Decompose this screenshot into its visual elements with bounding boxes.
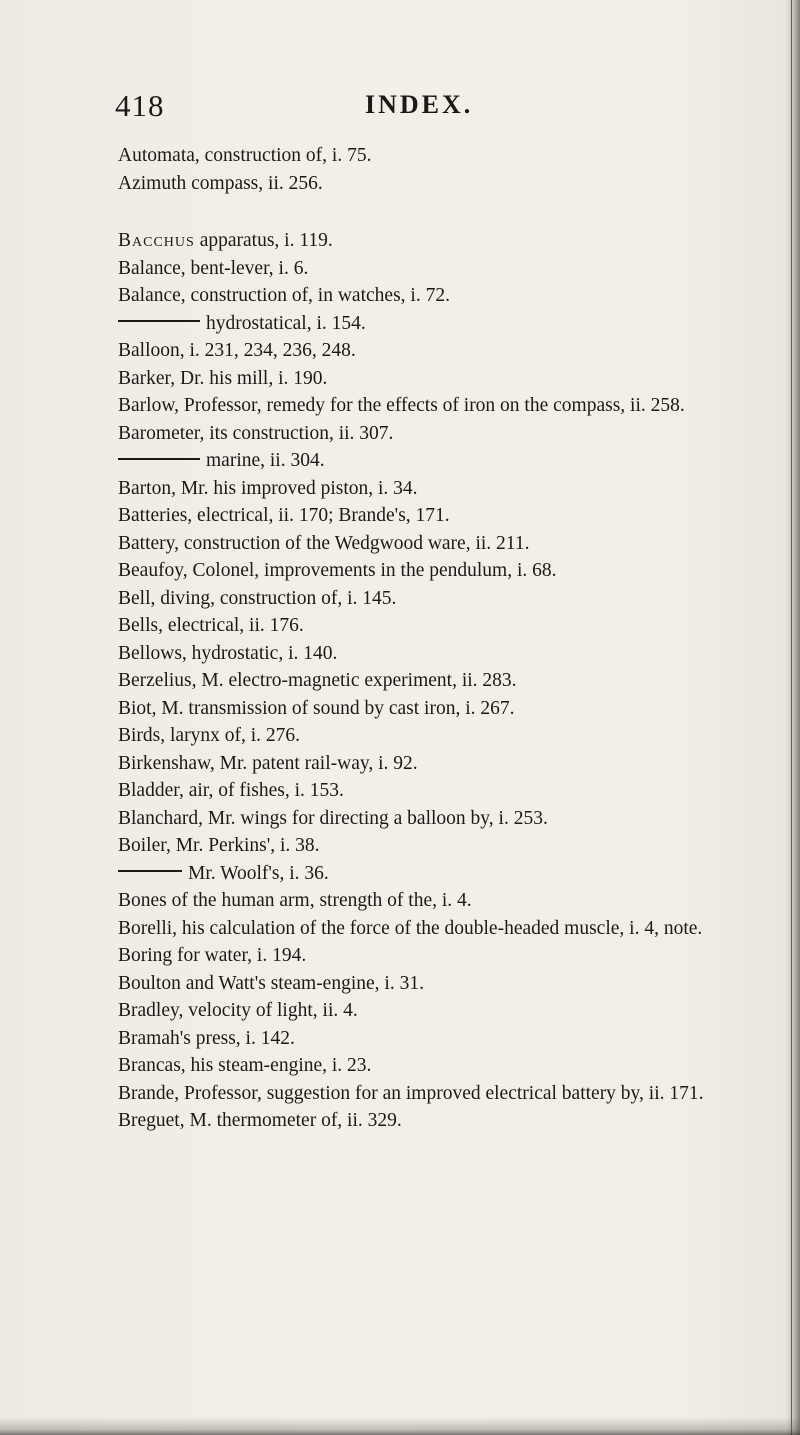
index-entry: Boiler, Mr. Perkins', i. 38. bbox=[118, 835, 320, 856]
index-entry: Blanchard, Mr. wings for directing a balloon by, i. 253. bbox=[118, 807, 548, 829]
index-entry: Biot, M. transmission of sound by cast iron, i. 267. bbox=[118, 697, 515, 719]
index-entry: Bell, diving, construction of, i. 145. bbox=[118, 587, 397, 609]
index-entry-sub: hydrostatical, i. 154. bbox=[118, 310, 758, 338]
index-entry: Brancas, his steam-engine, i. 23. bbox=[118, 1055, 372, 1076]
index-entry: Batteries, electrical, ii. 170; Brande's, 171. bbox=[118, 505, 450, 526]
entry-small-caps: Bacchus bbox=[118, 230, 195, 251]
index-entry: Bramah's press, i. 142. bbox=[118, 1027, 295, 1049]
index-entry: Boulton and Watt's steam-engine, i. 31. bbox=[118, 972, 424, 994]
index-entry: Bells, electrical, ii. 176. bbox=[118, 615, 304, 636]
index-entries bbox=[118, 142, 758, 1135]
index-entry: Brande, Professor, suggestion for an improved electrical battery by, ii. 171. bbox=[118, 1082, 704, 1104]
page-bottom-shadow bbox=[0, 1417, 800, 1435]
index-entry: Barton, Mr. his improved piston, i. 34. bbox=[118, 477, 418, 499]
index-entry: Battery, construction of the Wedgwood ware, ii. 211. bbox=[118, 532, 530, 554]
ditto-dash bbox=[118, 870, 182, 872]
index-entry: Borelli, his calculation of the force of the double-headed muscle, i. 4, note. bbox=[118, 917, 703, 939]
index-entry: Balance, construction of, in watches, i. 72. bbox=[118, 285, 450, 306]
index-entry: Birds, larynx of, i. 276. bbox=[118, 725, 300, 746]
index-entry: Bladder, air, of fishes, i. 153. bbox=[118, 780, 344, 801]
ditto-dash bbox=[118, 320, 200, 322]
index-entry: Bellows, hydrostatic, i. 140. bbox=[118, 642, 338, 664]
index-entry: Balance, bent-lever, i. 6. bbox=[118, 257, 309, 279]
page-number: 418 bbox=[115, 88, 165, 123]
index-entry: Bradley, velocity of light, ii. 4. bbox=[118, 1000, 358, 1021]
index-entry-sub: marine, ii. 304. bbox=[118, 447, 758, 475]
page-gutter-shadow bbox=[786, 0, 800, 1435]
index-entry: Boring for water, i. 194. bbox=[118, 945, 307, 966]
index-entry: Bacchus apparatus, i. 119. bbox=[118, 230, 333, 251]
index-entry: Beaufoy, Colonel, improvements in the pendulum, i. 68. bbox=[118, 560, 557, 581]
ditto-dash bbox=[118, 458, 200, 460]
index-entry: Barometer, its construction, ii. 307. bbox=[118, 422, 394, 444]
index-entry: Birkenshaw, Mr. patent rail-way, i. 92. bbox=[118, 752, 418, 774]
index-entry-sub: Mr. Woolf's, i. 36. bbox=[118, 860, 758, 888]
page-header bbox=[115, 88, 475, 128]
index-entry: Azimuth compass, ii. 256. bbox=[118, 172, 323, 194]
index-entry: Bones of the human arm, strength of the, i. 4. bbox=[118, 890, 472, 911]
index-entry: Barker, Dr. his mill, i. 190. bbox=[118, 367, 328, 389]
index-entry: Berzelius, M. electro-magnetic experiment, ii. 283. bbox=[118, 670, 517, 691]
index-entry: Breguet, M. thermometer of, ii. 329. bbox=[118, 1110, 402, 1131]
index-entry: Balloon, i. 231, 234, 236, 248. bbox=[118, 340, 356, 361]
running-head: INDEX. bbox=[365, 90, 474, 119]
index-entry: Automata, construction of, i. 75. bbox=[118, 145, 372, 166]
index-entry: Barlow, Professor, remedy for the effects of iron on the compass, ii. 258. bbox=[118, 395, 685, 416]
section-gap bbox=[118, 197, 758, 227]
